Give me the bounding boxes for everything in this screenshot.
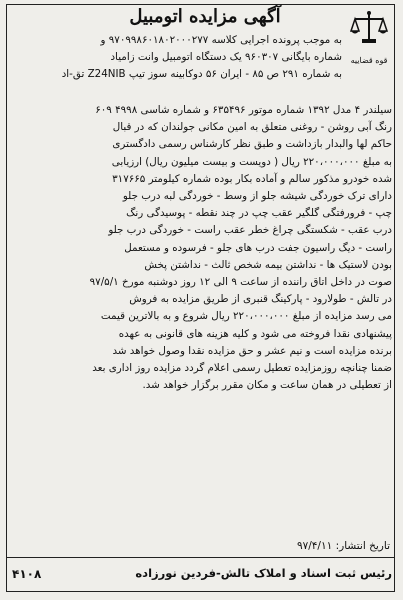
text-line: درب عقب - شکستگی چراغ خطر عقب راست - خوردگی درب جلو — [108, 224, 392, 237]
text-line: شماره بایگانی ۹۶۰۳۰۷ یک دستگاه اتومبیل وانت زامیاد — [110, 51, 342, 64]
notice-body-top — [10, 32, 342, 84]
emblem-caption: قوه قضاییه — [350, 56, 388, 65]
text-line: به مبلغ ۲۲۰،۰۰۰،۰۰۰ ریال ( دویست و بیست میلیون ریال) ارزیابی — [111, 155, 392, 168]
text-line: صوت در داخل اتاق راننده از ساعت ۹ الی ۱۲ روز دوشنبه مورخ ۹۷/۵/۱ — [89, 276, 392, 289]
text-line: در تالش - طولارود - پارکینگ قنبری از طریق مزایده به فروش — [129, 293, 392, 306]
text-line: می رسد مزایده از مبلغ ۲۲۰،۰۰۰،۰۰۰ ریال شروع و به بالاترین قیمت — [100, 310, 392, 323]
text-line: سیلندر ۴ مدل ۱۳۹۲ شماره موتور ۶۳۵۴۹۶ و شماره شاسی ۴۹۹۸ ۶۰۹ — [95, 104, 392, 116]
notice-body-main — [10, 102, 392, 394]
text-line: چپ - فرورفتگی گلگیر عقب چپ در چند نقطه - پوسیدگی رنگ — [126, 207, 392, 220]
text-line: پیشنهادی نقدا فروخته می شود و کلیه هزینه های قانونی به عهده — [118, 327, 392, 340]
text-line: راست - دیگ راسیون جفت درب های جلو - فرسوده و مستعمل — [124, 241, 392, 254]
notice-title: آگهی مزایده اتومبیل — [129, 6, 281, 27]
text-line: ضمنا چنانچه روزمزایده تعطیل رسمی اعلام گردد مزایده روز اداری بعد — [92, 362, 392, 375]
text-line: رنگ آبی روشن - روغنی متعلق به امین مکانی جولندان که در قبال — [112, 121, 392, 134]
notice-code: ۴۱۰۸ — [12, 567, 42, 581]
judiciary-emblem-icon — [346, 6, 392, 52]
text-line: به شماره ۲۹۱ ص ۸۵ - ایران ۵۶ دوکابینه سوز تیپ Z24NIB تق-اد — [61, 68, 342, 81]
text-line: دارای ترک خوردگی شیشه جلو از وسط - خوردگی لبه درب جلو — [122, 190, 392, 203]
signature-line: رئیس ثبت اسناد و املاک تالش-فردین نورزاده — [135, 566, 392, 580]
publish-date: تاریخ انتشار: ۹۷/۴/۱۱ — [296, 540, 390, 552]
text-line: شده خودرو مذکور سالم و آماده بکار بوده شماره کیلومتر ۳۱۷۶۶۵ — [112, 172, 392, 185]
text-line: برنده مزایده است و نیم عشر و حق مزایده نقدا وصول خواهد شد — [112, 344, 392, 357]
text-line: از تعطیلی در همان ساعت و مکان مقرر برگزار خواهد شد. — [142, 379, 392, 392]
footer-divider — [6, 557, 395, 558]
text-line: به موجب پرونده اجرایی کلاسه ۹۷۰۹۹۸۶۰۱۸۰۲۰۰۰۲۷۷ و — [100, 34, 342, 46]
text-line: بودن لاستیک ها - نداشتن بیمه شخص ثالث - نداشتن پخش — [144, 258, 392, 271]
text-line: حاکم لها والبدار بازداشت و طبق نظر کارشناس رسمی دادگستری — [112, 138, 392, 151]
